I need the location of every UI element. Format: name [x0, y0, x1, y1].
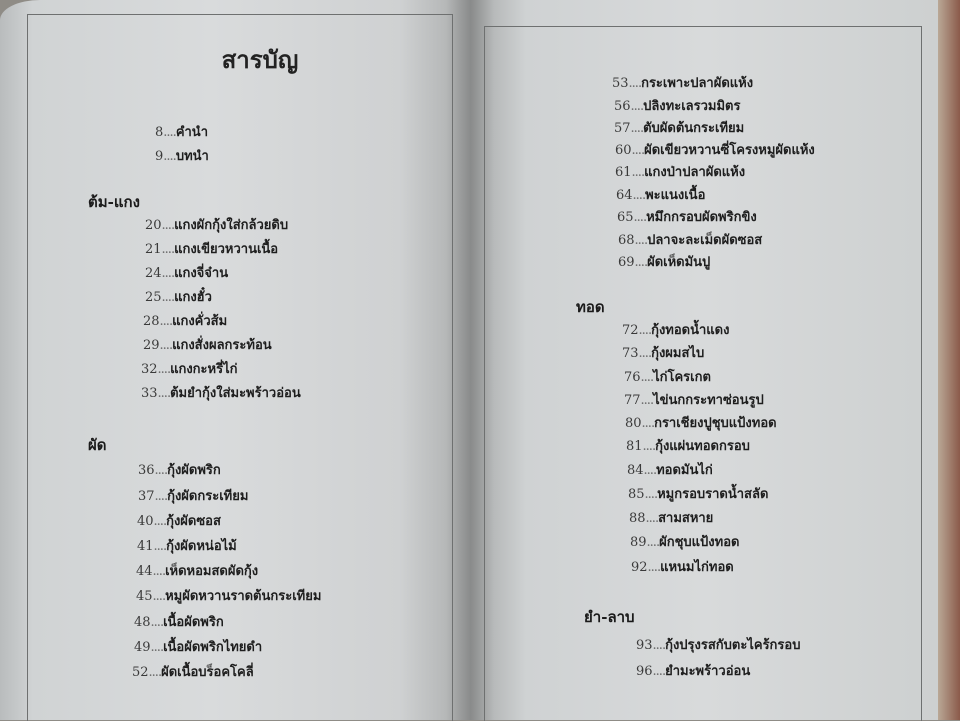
toc-entry: 76....ไก่โครเกต [624, 370, 711, 385]
toc-entry: 89....ผักชุบแป้งทอด [630, 535, 740, 550]
toc-entry: 20....แกงผักกุ้งใส่กล้วยดิบ [145, 218, 289, 233]
section-heading: ต้ม-แกง [88, 193, 140, 211]
toc-entry: 68....ปลาจะละเม็ดผัดซอส [618, 233, 763, 248]
toc-entry: 21....แกงเขียวหวานเนื้อ [145, 242, 279, 257]
toc-entry: 48....เนื้อผัดพริก [134, 615, 224, 630]
toc-entry: 57....ตับผัดต้นกระเทียม [614, 121, 745, 136]
toc-entry: 36....กุ้งผัดพริก [138, 463, 221, 478]
section-heading: ยำ-ลาบ [584, 608, 635, 626]
background-edge [938, 0, 960, 720]
toc-entry: 92....แหนมไก่ทอด [631, 560, 734, 575]
toc-entry: 49....เนื้อผัดพริกไทยดำ [134, 640, 263, 655]
toc-entry: 9....บทนำ [155, 149, 209, 164]
toc-entry: 84....ทอดมันไก่ [627, 463, 713, 478]
toc-entry: 85....หมูกรอบราดน้ำสลัด [628, 487, 769, 502]
toc-entry: 45....หมูผัดหวานราดต้นกระเทียม [136, 589, 322, 604]
toc-entry: 29....แกงสั่งผลกระท้อน [143, 338, 272, 353]
toc-entry: 41....กุ้งผัดหน่อไม้ [137, 539, 237, 554]
toc-entry: 69....ผัดเห็ดมันปู [618, 255, 711, 270]
toc-entry: 53....กระเพาะปลาผัดแห้ง [612, 76, 754, 91]
page-title: สารบัญ [221, 45, 299, 74]
toc-entry: 25....แกงฮั๋ว [145, 290, 212, 305]
toc-entry: 72....กุ้งทอดน้ำแดง [622, 323, 730, 338]
toc-entry: 24....แกงจี่จ๋าน [145, 266, 229, 281]
toc-entry: 37....กุ้งผัดกระเทียม [138, 489, 249, 504]
toc-entry: 56....ปลิงทะเลรวมมิตร [614, 99, 741, 114]
toc-entry: 77....ไข่นกกระทาซ่อนรูป [624, 393, 764, 408]
toc-entry: 44....เห็ดหอมสดผัดกุ้ง [136, 564, 259, 579]
toc-entry: 32....แกงกะหรี่ไก่ [141, 362, 238, 377]
toc-entry: 33....ต้มยำกุ้งใส่มะพร้าวอ่อน [141, 386, 301, 401]
left-page-border [27, 14, 453, 721]
toc-entry: 88....สามสหาย [629, 511, 714, 526]
toc-entry: 8....คำนำ [155, 125, 208, 140]
toc-entry: 65....หมึกกรอบผัดพริกขิง [617, 210, 757, 225]
toc-entry: 60....ผัดเขียวหวานซี่โครงหมูผัดแห้ง [615, 143, 815, 158]
toc-entry: 40....กุ้งผัดซอส [137, 514, 221, 529]
section-heading: ผัด [88, 436, 107, 454]
toc-entry: 28....แกงคั่วส้ม [143, 314, 228, 329]
toc-entry: 52....ผัดเนื้อบร็อคโคลี่ [132, 665, 254, 680]
toc-entry: 73....กุ้งผมสไบ [622, 346, 705, 361]
toc-entry: 61....แกงป่าปลาผัดแห้ง [615, 165, 746, 180]
toc-entry: 93....กุ้งปรุงรสกับตะไคร้กรอบ [636, 638, 801, 653]
toc-entry: 96....ยำมะพร้าวอ่อน [636, 664, 751, 679]
toc-entry: 64....พะแนงเนื้อ [616, 188, 706, 203]
toc-entry: 81....กุ้งแผ่นทอดกรอบ [626, 439, 750, 454]
toc-entry: 80....กราเชียงปูชุบแป้งทอด [625, 416, 777, 431]
section-heading: ทอด [576, 298, 605, 316]
